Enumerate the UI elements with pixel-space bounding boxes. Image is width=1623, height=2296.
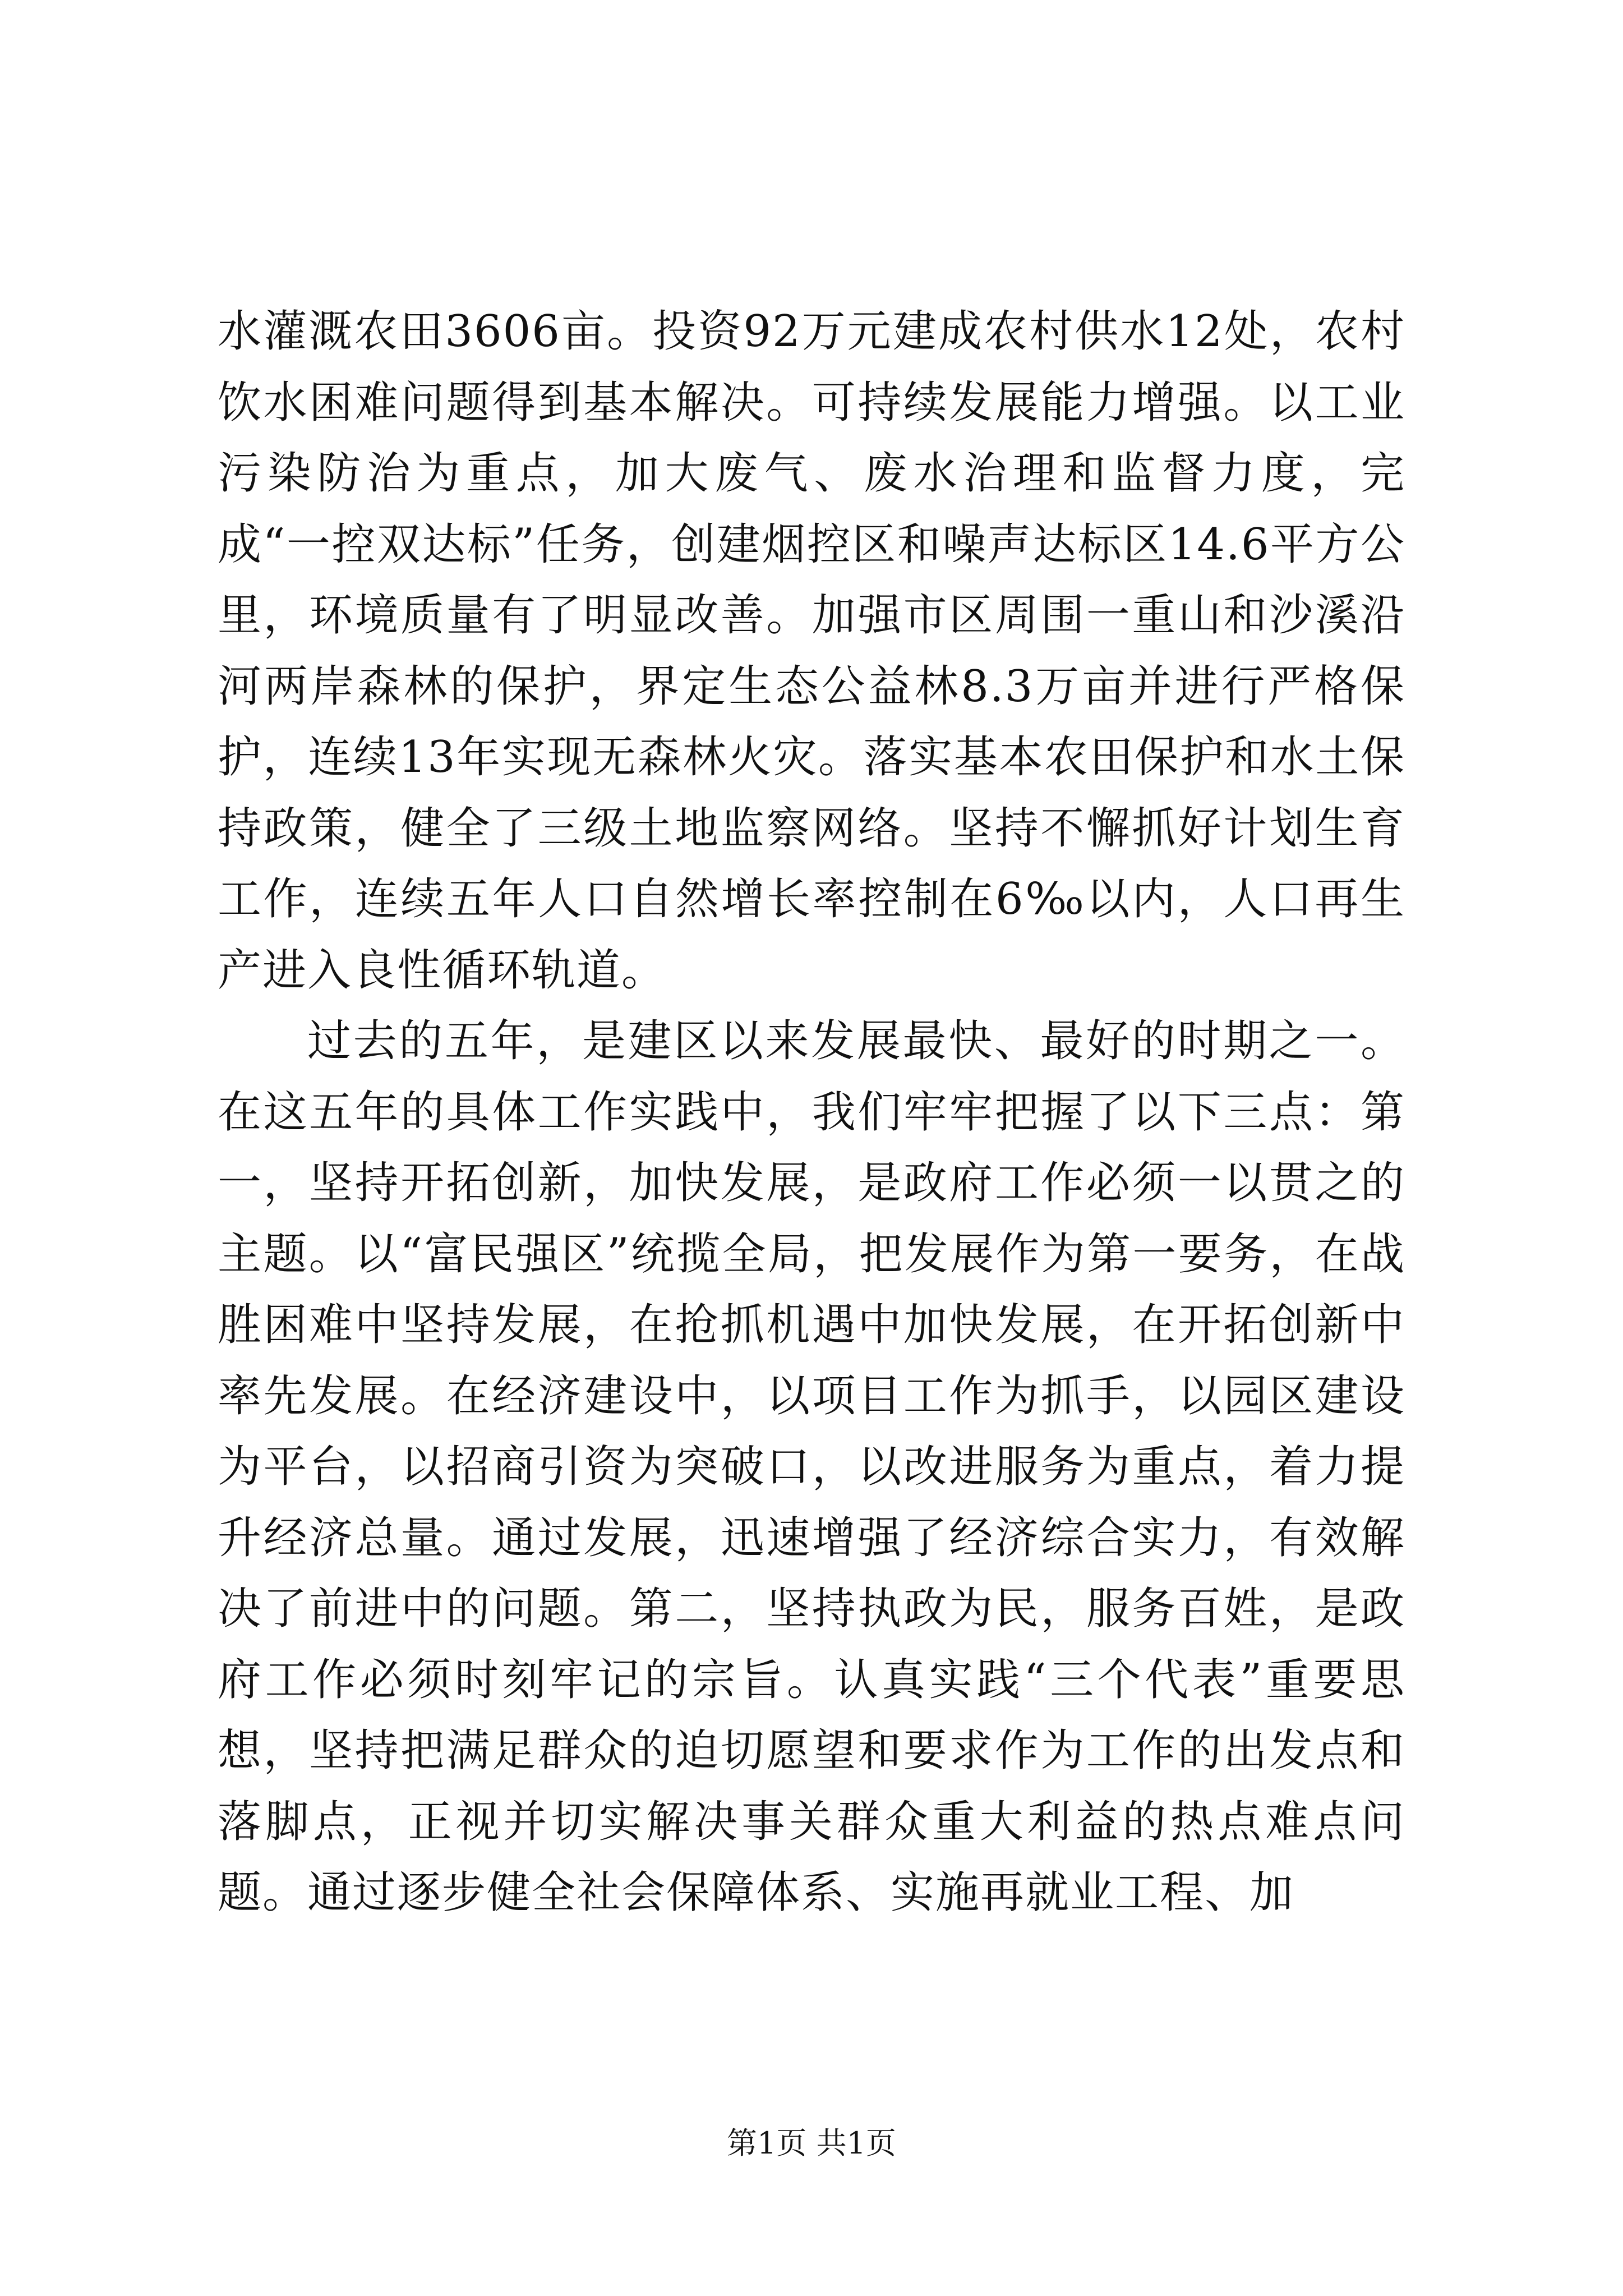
page-footer: 第1页 共1页 — [727, 2125, 896, 2161]
paragraph-2: 过去的五年，是建区以来发展最快、最好的时期之一。在这五年的具体工作实践中，我们牢牢把握了以下三点：第一，坚持开拓创新，加快发展，是政府工作必须一以贯之的主题。以“富民强区”统揽全局，把发展作为第一要务，在战胜困难中坚持发展，在抢抓机遇中加快发展，在开拓创新中率先发展。在经济建设中，以项目工作为抓手，以园区建设为平台，以招商引资为突破口，以改进服务为重点，着力提升经济总量。通过发展，迅速增强了经济综合实力，有效解决了前进中的问题。第二，坚持执政为民，服务百姓，是政府工作必须时刻牢记的宗旨。认真实践“三个代表”重要思想，坚持把满足群众的迫切愿望和要求作为工作的出发点和落脚点，正视并切实解决事关群众重大利益的热点难点问题。通过逐步健全社会保障体系、实施再就业工程、加 — [218, 1016, 1405, 1918]
paragraph-1: 水灌溉农田3606亩。投资92万元建成农村供水12处，农村饮水困难问题得到基本解决。可持续发展能力增强。以工业污染防治为重点，加大废气、废水治理和监督力度，完成“一控双达标”任务，创建烟控区和噪声达标区14.6平方公里，环境质量有了明显改善。加强市区周围一重山和沙溪沿河两岸森林的保护，界定生态公益林8.3万亩并进行严格保护，连续13年实现无森林火灾。落实基本农田保护和水土保持政策，健全了三级土地监察网络。坚持不懈抓好计划生育工作，连续五年人口自然增长率控制在6‰以内，人口再生产进入良性循环轨道。 — [218, 306, 1405, 996]
document-body — [218, 296, 1405, 1929]
